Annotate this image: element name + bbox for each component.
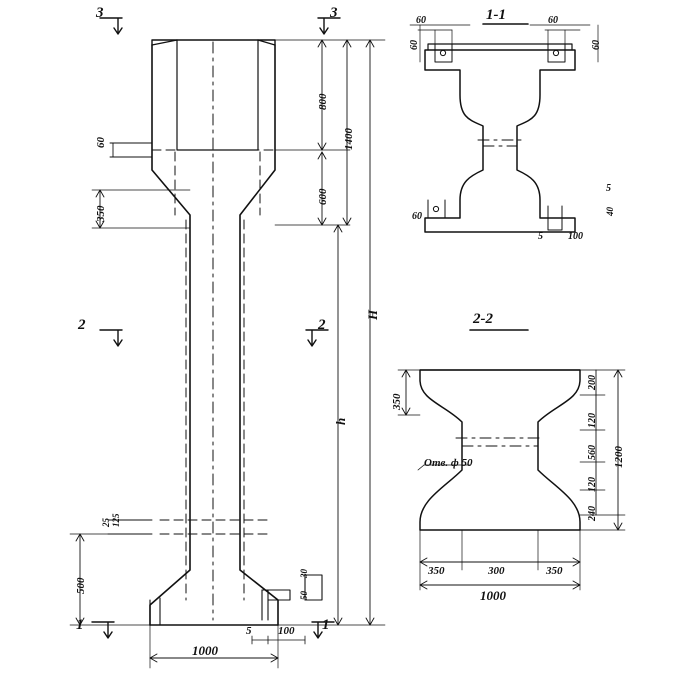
- dim-1400: 1400: [343, 128, 355, 150]
- dim-25: 25: [101, 518, 111, 527]
- s22-200: 200: [587, 375, 598, 390]
- s22-560: 560: [587, 445, 598, 460]
- mark-2-right: 2: [318, 317, 326, 333]
- s22-300-b: 300: [488, 565, 505, 577]
- hole-note: Отв. ф 50: [424, 457, 473, 469]
- dim-H: H: [365, 309, 380, 320]
- dim-50-bot: 50: [299, 591, 309, 600]
- dim-30: 30: [299, 569, 309, 578]
- mark-1-right: 1: [322, 617, 330, 633]
- s11-60-tl: 60: [416, 15, 426, 26]
- dim-1000: 1000: [192, 643, 218, 658]
- mark-3-right: 3: [330, 5, 338, 21]
- dim-5: 5: [246, 625, 252, 637]
- s22-350-b2: 350: [546, 565, 563, 577]
- dim-60-top: 60: [95, 137, 107, 148]
- mark-2-left: 2: [78, 317, 86, 333]
- s22-1000-b: 1000: [480, 588, 506, 603]
- s22-240: 240: [587, 506, 598, 521]
- s11-100-bot: 100: [568, 231, 583, 242]
- s11-5-br: 5: [606, 183, 611, 194]
- s11-40-br: 40: [605, 207, 615, 216]
- s11-60-tr: 60: [548, 15, 558, 26]
- s11-60-vr: 60: [591, 40, 602, 50]
- s11-60-bl: 60: [412, 211, 422, 222]
- s22-120-top: 120: [587, 413, 598, 428]
- s22-120-bot: 120: [587, 477, 598, 492]
- dim-500: 500: [75, 577, 87, 594]
- dim-350: 350: [95, 205, 107, 222]
- s11-5-bot: 5: [538, 231, 543, 242]
- section-1-1-title: 1-1: [486, 7, 506, 23]
- s22-350-left: 350: [391, 393, 403, 410]
- section-2-2-title: 2-2: [473, 311, 493, 327]
- dim-600: 600: [317, 188, 329, 205]
- dim-800: 800: [317, 93, 329, 110]
- dim-h: h: [333, 417, 348, 425]
- mark-1-left: 1: [76, 617, 84, 633]
- s22-350-b1: 350: [428, 565, 445, 577]
- s11-60-vl: 60: [409, 40, 420, 50]
- mark-3-left: 3: [96, 5, 104, 21]
- s22-1200: 1200: [613, 446, 625, 468]
- dim-100: 100: [278, 625, 295, 637]
- dim-125: 125: [111, 513, 121, 527]
